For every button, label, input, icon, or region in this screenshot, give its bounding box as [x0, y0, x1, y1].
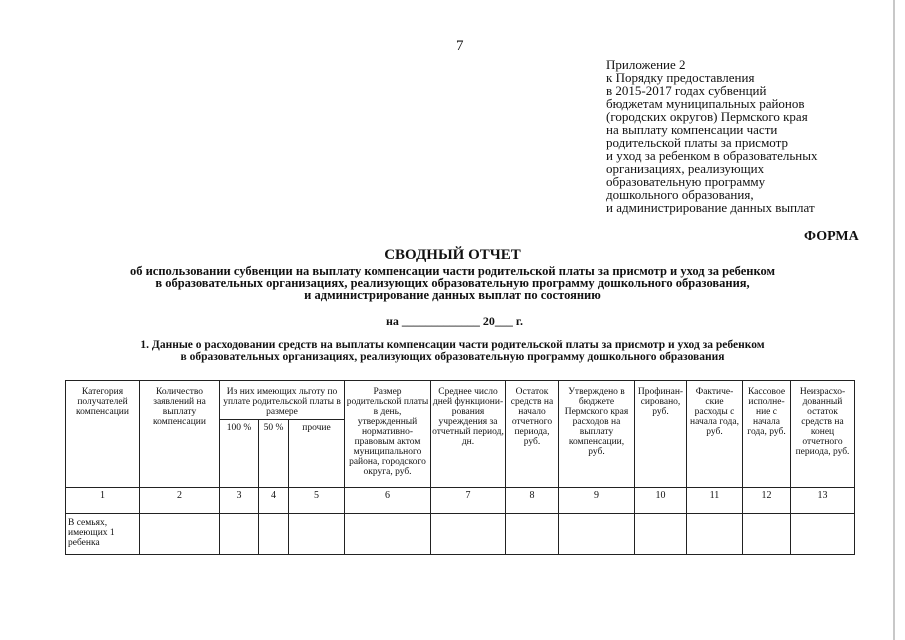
column-number: 13 [791, 488, 855, 514]
document-subtitle [0, 265, 905, 301]
subtitle-line: об использовании субвенции на выплату компенсации части родительской платы за присмотр и уход за ребенком [129, 264, 776, 278]
row-label: В семьях, имеющих 1 ребенка [66, 514, 140, 555]
column-number: 9 [559, 488, 635, 514]
appendix-block [606, 58, 817, 214]
section-title-line: в образовательных организациях, реализующих образовательную программу дошкольного образования [180, 351, 725, 363]
header-cell-group: Из них имеющих льготу по уплате родительской платы в размере [220, 381, 345, 420]
header-cell: Неизрасхо-дованный остаток средств на конец отчетного периода, руб. [791, 381, 855, 488]
header-cell: Количество заявлений на выплату компенсации [140, 381, 220, 488]
appendix-line: организациях, реализующих [606, 161, 765, 176]
table-cell [220, 514, 259, 555]
column-number: 12 [743, 488, 791, 514]
column-number: 1 [66, 488, 140, 514]
table-cell [791, 514, 855, 555]
table-cell [289, 514, 345, 555]
column-number-row [66, 488, 855, 514]
page-edge-line [893, 0, 895, 640]
column-number: 6 [345, 488, 431, 514]
report-table [65, 380, 855, 555]
header-cell: Размер родительской платы в день, утвержденный нормативно-правовым актом муниципального района, городского округа, руб. [345, 381, 431, 488]
header-cell: прочие [289, 420, 345, 488]
appendix-line: и администрирование данных выплат [606, 200, 815, 215]
subtitle-line: и администрирование данных выплат по состоянию [304, 288, 601, 302]
appendix-line: (городских округов) Пермского края [606, 109, 808, 124]
table-cell [506, 514, 559, 555]
section-title-line: 1. Данные о расходовании средств на выплаты компенсации части родительской платы за присмотр и уход за ребенком [140, 339, 765, 351]
form-label: ФОРМА [804, 229, 859, 244]
document-title: СВОДНЫЙ ОТЧЕТ [384, 247, 521, 263]
column-number: 10 [635, 488, 687, 514]
table-cell [635, 514, 687, 555]
column-number: 5 [289, 488, 345, 514]
header-cell: Остаток средств на начало отчетного периода, руб. [506, 381, 559, 488]
table-cell [743, 514, 791, 555]
column-number: 7 [431, 488, 506, 514]
table-cell [345, 514, 431, 555]
page-number: 7 [456, 38, 464, 54]
appendix-line: на выплату компенсации части [606, 122, 778, 137]
column-number: 3 [220, 488, 259, 514]
appendix-line: и уход за ребенком в образовательных [606, 148, 818, 163]
header-cell: Утверждено в бюджете Пермского края расходов на выплату компенсации, руб. [559, 381, 635, 488]
table-cell [259, 514, 289, 555]
table-header-row [66, 381, 855, 420]
appendix-line: образовательную программу [606, 174, 766, 189]
header-cell: Категория получателей компенсации [66, 381, 140, 488]
header-cell: 50 % [259, 420, 289, 488]
header-cell: Профинан-сировано, руб. [635, 381, 687, 488]
header-cell: Кассовое исполне-ние с начала года, руб. [743, 381, 791, 488]
table-row [66, 514, 855, 555]
column-number: 2 [140, 488, 220, 514]
column-number: 4 [259, 488, 289, 514]
appendix-line: дошкольного образования, [606, 187, 754, 202]
appendix-line: родительской платы за присмотр [606, 135, 788, 150]
report-date-line: на _____________ 20___ г. [386, 314, 524, 328]
table-cell [687, 514, 743, 555]
column-number: 8 [506, 488, 559, 514]
header-cell: Среднее число дней функциони-рования учреждения за отчетный период, дн. [431, 381, 506, 488]
table-cell [559, 514, 635, 555]
subtitle-line: в образовательных организациях, реализующих образовательную программу дошкольного образования, [155, 276, 750, 290]
appendix-line: Приложение 2 [606, 57, 686, 72]
appendix-line: бюджетам муниципальных районов [606, 96, 805, 111]
header-cell: 100 % [220, 420, 259, 488]
appendix-line: в 2015-2017 годах субвенций [606, 83, 767, 98]
section-title [0, 339, 905, 363]
table-cell [431, 514, 506, 555]
appendix-line: к Порядку предоставления [606, 70, 755, 85]
column-number: 11 [687, 488, 743, 514]
header-cell: Фактиче-ские расходы с начала года, руб. [687, 381, 743, 488]
table-cell [140, 514, 220, 555]
